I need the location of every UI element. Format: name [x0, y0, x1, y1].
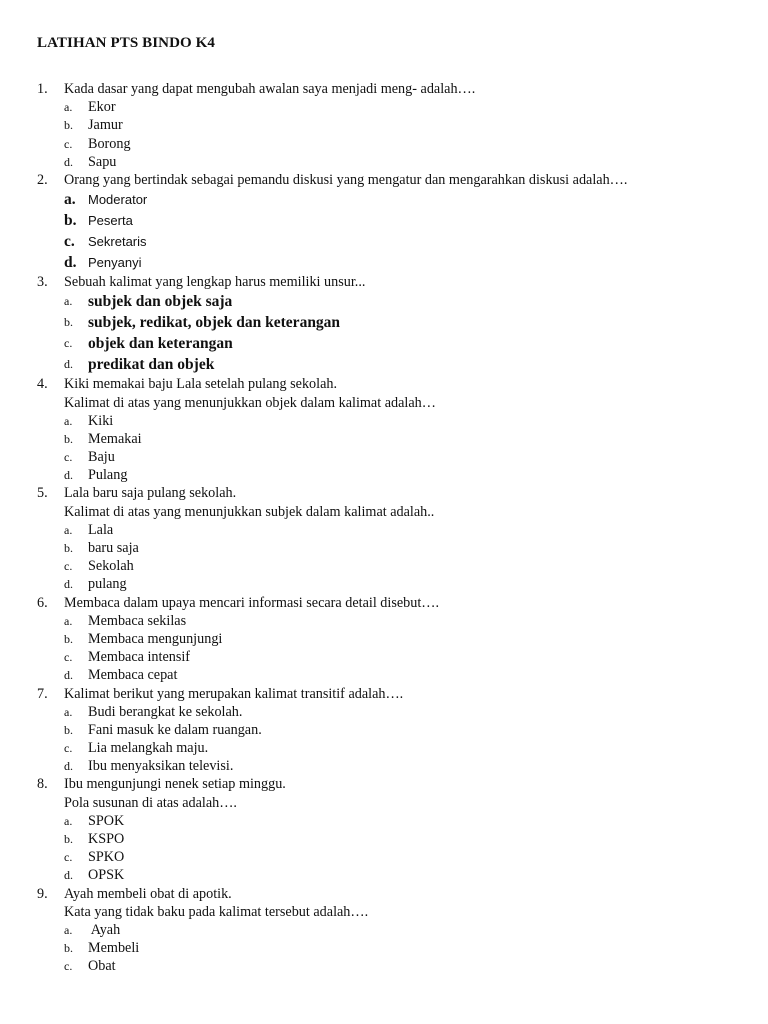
option-letter: a.: [64, 922, 73, 937]
question-8: [0, 775, 768, 884]
question-number: 3.: [37, 274, 48, 291]
question-text: Membaca dalam upaya mencari informasi secara detail disebut….: [64, 594, 440, 611]
option-letter: c.: [64, 650, 73, 665]
question-text: Ibu mengunjungi nenek setiap minggu.: [64, 776, 286, 793]
question-text: Kalimat di atas yang menunjukkan subjek dalam kalimat adalah..: [64, 503, 435, 520]
option-letter: b.: [64, 631, 73, 646]
option-text: Sapu: [88, 153, 117, 170]
option-letter: a.: [64, 191, 76, 209]
question-text: Orang yang bertindak sebagai pemandu diskusi yang mengatur dan mengarahkan diskusi adalah….: [64, 171, 628, 188]
option-text: subjek, redikat, objek dan keterangan: [88, 314, 341, 332]
option-letter: d.: [64, 154, 73, 169]
option-letter: a.: [64, 613, 73, 628]
option-c: [0, 739, 768, 757]
question-6: [0, 594, 768, 685]
option-b: [0, 539, 768, 557]
option-letter: b.: [64, 541, 73, 555]
option-b: [0, 630, 768, 648]
question-list: [0, 80, 768, 976]
question-line: [0, 903, 768, 921]
option-letter: d.: [64, 577, 73, 592]
option-letter: c.: [64, 741, 73, 756]
option-text: SPKO: [88, 849, 125, 866]
option-c: [0, 648, 768, 666]
option-text: Fani masuk ke dalam ruangan.: [88, 721, 262, 738]
question-line: [0, 685, 768, 703]
option-b: [0, 312, 768, 333]
option-a: [0, 703, 768, 721]
question-3: [0, 273, 768, 375]
option-letter: b.: [64, 832, 73, 846]
option-text: Membeli: [88, 940, 140, 957]
question-line: [0, 273, 768, 291]
option-d: [0, 252, 768, 273]
question-number: 1.: [37, 81, 48, 97]
option-text: Obat: [88, 958, 116, 975]
question-text: Kada dasar yang dapat mengubah awalan saya menjadi meng- adalah….: [64, 81, 476, 97]
question-line: [0, 794, 768, 812]
option-text: Peserta: [88, 213, 133, 229]
option-text: Memakai: [88, 430, 142, 447]
option-a: [0, 612, 768, 630]
question-line: [0, 594, 768, 612]
option-letter: a.: [64, 704, 73, 719]
option-letter: b.: [64, 431, 73, 446]
question-line: [0, 775, 768, 793]
question-text: Pola susunan di atas adalah….: [64, 794, 237, 811]
option-c: [0, 448, 768, 466]
option-b: [0, 116, 768, 134]
option-d: [0, 757, 768, 775]
question-text: Lala baru saja pulang sekolah.: [64, 485, 237, 502]
question-text: Kata yang tidak baku pada kalimat tersebut adalah….: [64, 903, 369, 920]
question-number: 9.: [37, 885, 48, 902]
option-text: Ayah: [88, 921, 121, 938]
option-text: Lala: [88, 521, 114, 538]
option-text: Sekolah: [88, 558, 134, 575]
option-a: [0, 921, 768, 939]
option-d: [0, 354, 768, 375]
question-1: [0, 80, 768, 171]
option-c: [0, 333, 768, 354]
option-text: Lia melangkah maju.: [88, 740, 209, 757]
option-a: [0, 812, 768, 830]
option-letter: b.: [64, 941, 73, 956]
option-letter: c.: [64, 850, 73, 865]
option-b: [0, 939, 768, 957]
option-d: [0, 153, 768, 171]
question-number: 2.: [37, 171, 48, 188]
option-b: [0, 830, 768, 848]
question-9: [0, 885, 768, 976]
question-number: 7.: [37, 685, 48, 702]
option-text: Sekretaris: [88, 234, 147, 250]
question-line: [0, 394, 768, 412]
option-text: Membaca cepat: [88, 667, 178, 684]
question-text: Kalimat berikut yang merupakan kalimat transitif adalah….: [64, 685, 404, 702]
option-b: [0, 721, 768, 739]
option-letter: a.: [64, 413, 73, 428]
option-text: Borong: [88, 135, 131, 152]
question-number: 6.: [37, 594, 48, 611]
option-text: subjek dan objek saja: [88, 293, 233, 311]
option-text: Budi berangkat ke sekolah.: [88, 703, 243, 720]
question-text: Kiki memakai baju Lala setelah pulang sekolah.: [64, 376, 338, 393]
option-c: [0, 557, 768, 575]
option-a: [0, 521, 768, 539]
question-line: [0, 375, 768, 393]
option-text: Kiki: [88, 412, 114, 429]
option-text: OPSK: [88, 867, 125, 884]
option-a: [0, 189, 768, 210]
document-title: LATIHAN PTS BINDO K4: [37, 35, 216, 51]
question-line: [0, 484, 768, 502]
option-letter: d.: [64, 254, 77, 272]
option-letter: d.: [64, 868, 73, 883]
option-letter: b.: [64, 212, 77, 230]
option-d: [0, 866, 768, 884]
option-letter: b.: [64, 315, 73, 330]
option-letter: c.: [64, 959, 73, 974]
option-text: Membaca intensif: [88, 649, 191, 666]
option-letter: d.: [64, 668, 73, 683]
option-text: SPOK: [88, 812, 125, 829]
option-text: Ibu menyaksikan televisi.: [88, 758, 234, 775]
question-7: [0, 685, 768, 776]
question-number: 4.: [37, 376, 48, 393]
question-line: [0, 80, 768, 98]
option-letter: a.: [64, 100, 73, 115]
option-letter: b.: [64, 722, 73, 737]
question-4: [0, 375, 768, 484]
option-letter: d.: [64, 357, 73, 372]
option-text: Pulang: [88, 467, 128, 484]
option-letter: d.: [64, 468, 73, 483]
option-d: [0, 666, 768, 684]
option-c: [0, 848, 768, 866]
question-5: [0, 484, 768, 593]
option-letter: c.: [64, 233, 75, 251]
option-text: predikat dan objek: [88, 356, 215, 374]
option-letter: a.: [64, 522, 73, 537]
question-line: [0, 885, 768, 903]
option-text: Membaca mengunjungi: [88, 630, 223, 647]
option-text: baru saja: [88, 540, 139, 556]
option-b: [0, 430, 768, 448]
question-line: [0, 503, 768, 521]
option-letter: c.: [64, 336, 73, 351]
question-number: 8.: [37, 776, 48, 793]
option-text: Baju: [88, 449, 115, 466]
option-text: pulang: [88, 576, 127, 593]
option-a: [0, 291, 768, 312]
option-text: Penyanyi: [88, 255, 142, 271]
option-text: Membaca sekilas: [88, 612, 187, 629]
option-c: [0, 957, 768, 975]
option-letter: a.: [64, 813, 73, 828]
option-letter: c.: [64, 450, 73, 465]
option-a: [0, 98, 768, 116]
option-text: KSPO: [88, 831, 125, 847]
option-text: objek dan keterangan: [88, 335, 233, 353]
question-2: [0, 171, 768, 273]
option-c: [0, 135, 768, 153]
option-text: Ekor: [88, 99, 116, 116]
option-d: [0, 575, 768, 593]
option-letter: c.: [64, 136, 73, 151]
question-text: Sebuah kalimat yang lengkap harus memiliki unsur...: [64, 274, 366, 291]
question-number: 5.: [37, 485, 48, 502]
option-text: Jamur: [88, 117, 123, 134]
option-d: [0, 466, 768, 484]
question-text: Ayah membeli obat di apotik.: [64, 885, 232, 902]
option-text: Moderator: [88, 192, 148, 208]
question-text: Kalimat di atas yang menunjukkan objek dalam kalimat adalah…: [64, 394, 436, 411]
option-letter: a.: [64, 294, 73, 309]
option-letter: c.: [64, 559, 73, 574]
question-line: [0, 171, 768, 189]
option-letter: d.: [64, 759, 73, 774]
option-b: [0, 210, 768, 231]
option-c: [0, 231, 768, 252]
option-letter: b.: [64, 118, 73, 133]
option-a: [0, 412, 768, 430]
